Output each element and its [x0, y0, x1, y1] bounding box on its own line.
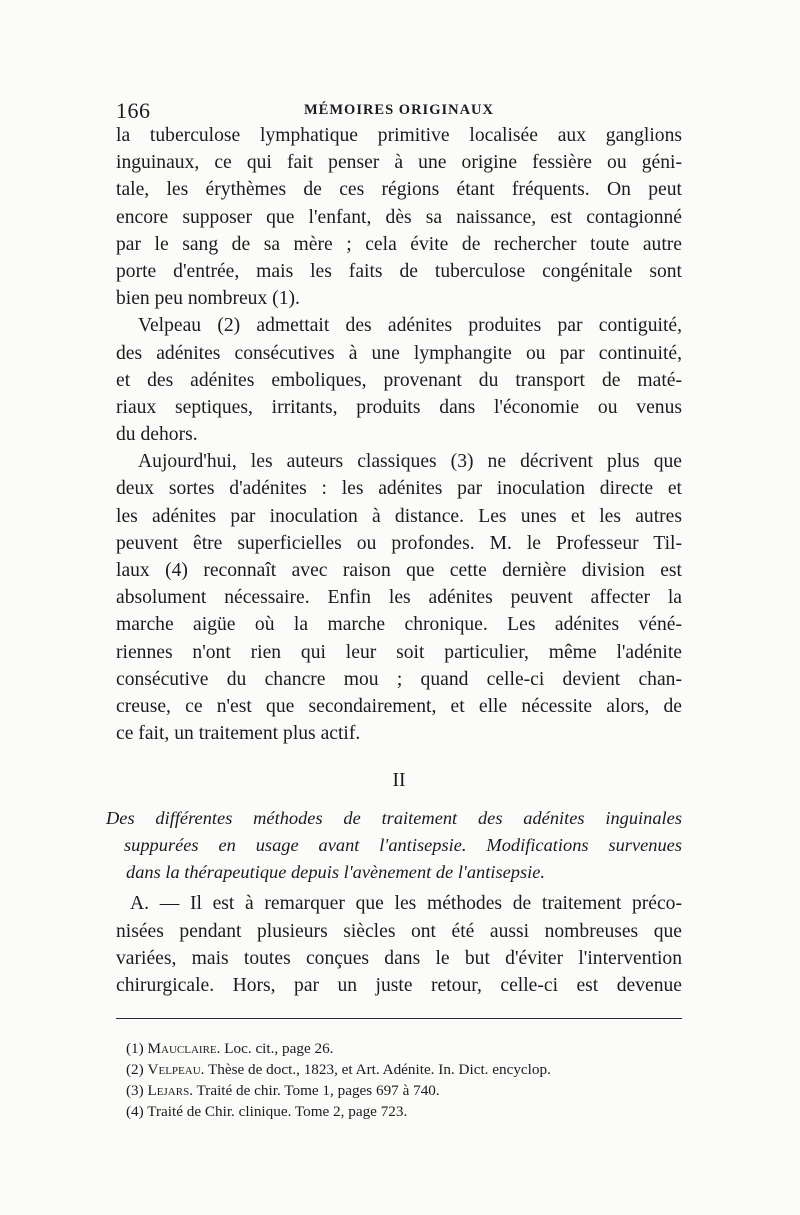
text-line: peuvent être superficielles ou profondes. M. le Professeur Til- [116, 532, 682, 554]
paragraph-velpeau [116, 312, 682, 448]
text-line: ce fait, un traitement plus actif. [116, 723, 361, 745]
text-line: inguinaux, ce qui fait penser à une origine fessière ou géni- [116, 152, 682, 174]
page-number: 166 [116, 98, 151, 123]
text-line: creuse, ce n'est que secondairement, et elle nécessite alors, de [116, 695, 682, 717]
footnote-marker: (4) [126, 1103, 144, 1120]
footnote-author: Lejars. [147, 1082, 193, 1099]
running-head [116, 94, 682, 122]
footnotes [126, 1038, 686, 1122]
text-line: encore supposer que l'enfant, dès sa naissance, est contagionné [116, 206, 682, 228]
footnote-text: Traité de chir. Tome 1, pages 697 à 740. [196, 1082, 440, 1099]
footnote-author: Mauclaire. [147, 1040, 221, 1057]
paragraph-tuberculose [116, 122, 682, 312]
footnote-marker: (1) [126, 1040, 144, 1057]
text-line: chirurgicale. Hors, par un juste retour, celle-ci est devenue [116, 974, 682, 996]
text-line: bien peu nombreux (1). [116, 288, 300, 310]
paragraph-aujourdhui [116, 448, 682, 747]
section-heading-line: Des différentes méthodes de traitement des adénites inguinales [106, 808, 682, 829]
footnote [126, 1101, 686, 1122]
text-line: riaux septiques, irritants, produits dans l'économie ou venus [116, 396, 682, 418]
section-heading-line: dans la thérapeutique depuis l'avènement de l'antisepsie. [126, 862, 546, 883]
text-line: deux sortes d'adénites : les adénites par inoculation directe et [116, 478, 682, 500]
text-line: des adénites consécutives à une lymphangite ou par continuité, [116, 342, 682, 364]
section-number: II [392, 770, 406, 792]
footnote [126, 1038, 686, 1059]
text-line: porte d'entrée, mais les faits de tuberculose congénitale sont [116, 260, 682, 282]
text-line: Aujourd'hui, les auteurs classiques (3) ne décrivent plus que [138, 451, 682, 473]
text-line: les adénites par inoculation à distance. Les unes et les autres [116, 505, 682, 527]
footnote-text: Loc. cit., page 26. [224, 1040, 334, 1057]
footnote-divider [116, 1018, 682, 1019]
running-title: MÉMOIRES ORIGINAUX [304, 102, 494, 118]
text-line: consécutive du chancre mou ; quand celle-ci devient chan- [116, 668, 682, 690]
text-line: absolument nécessaire. Enfin les adénites peuvent affecter la [116, 587, 682, 609]
section-heading [106, 805, 682, 886]
text-line: marche aigüe où la marche chronique. Les adénites véné- [116, 614, 682, 636]
footnote-text: Traité de Chir. clinique. Tome 2, page 723. [147, 1103, 408, 1120]
text-line: Velpeau (2) admettait des adénites produites par contiguité, [138, 315, 682, 337]
text-line: A. — Il est à remarquer que les méthodes de traitement préco- [130, 893, 682, 915]
text-line: tale, les érythèmes de ces régions étant fréquents. On peut [116, 179, 682, 201]
footnote [126, 1059, 686, 1080]
page [106, 94, 682, 999]
text-line: riennes n'ont rien qui leur soit particulier, même l'adénite [116, 641, 682, 663]
text-line: par le sang de sa mère ; cela évite de rechercher toute autre [116, 233, 682, 255]
footnote-marker: (2) [126, 1061, 144, 1078]
footnote-text: Thèse de doct., 1823, et Art. Adénite. In. Dict. encyclop. [207, 1061, 551, 1078]
text-line: la tuberculose lymphatique primitive localisée aux ganglions [116, 125, 682, 146]
text-line: laux (4) reconnaît avec raison que cette dernière division est [116, 560, 682, 581]
text-line: nisées pendant plusieurs siècles ont été aussi nombreuses que [116, 920, 682, 942]
text-line: du dehors. [116, 424, 198, 446]
footnote [126, 1080, 686, 1101]
footnote-marker: (3) [126, 1082, 144, 1099]
text-line: variées, mais toutes conçues dans le but d'éviter l'intervention [116, 947, 682, 969]
paragraph-methodes [116, 890, 682, 999]
section-heading-line: suppurées en usage avant l'antisepsie. Modifications survenues [124, 835, 682, 856]
text-line: et des adénites emboliques, provenant du transport de maté- [116, 369, 682, 391]
footnote-author: Velpeau. [147, 1061, 205, 1078]
